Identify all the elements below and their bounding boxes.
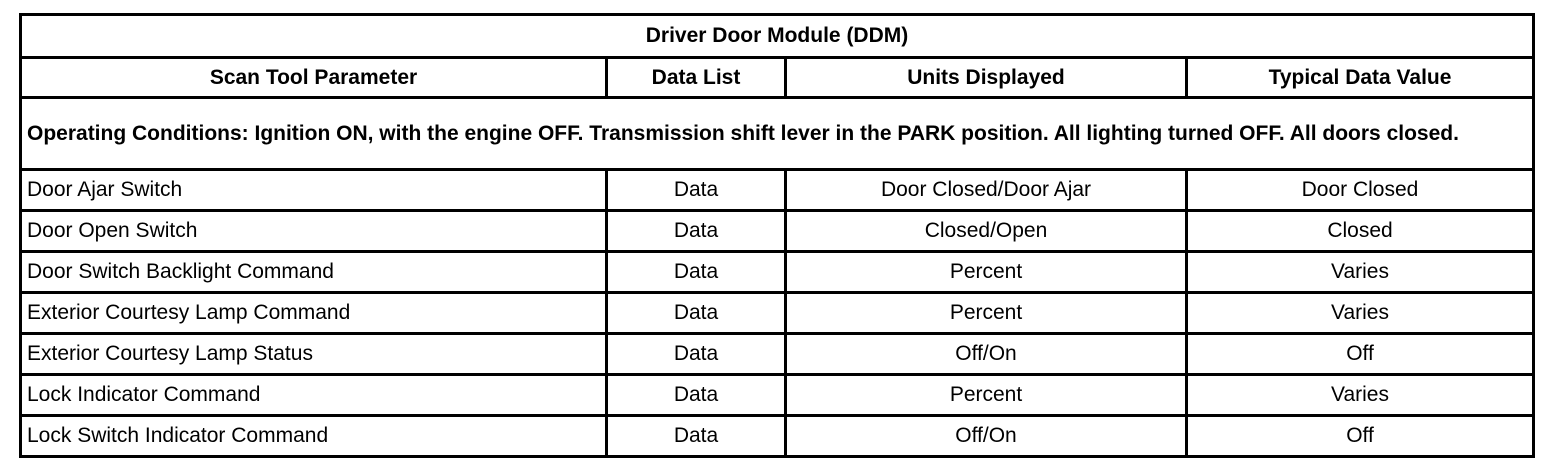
table-row <box>21 211 1534 252</box>
units-cell: Off/On <box>786 416 1187 457</box>
column-header-units: Units Displayed <box>786 58 1187 98</box>
table-header-row <box>21 58 1534 98</box>
operating-conditions-row <box>21 98 1534 170</box>
parameter-cell: Exterior Courtesy Lamp Status <box>21 334 607 375</box>
data-list-cell: Data <box>607 170 786 211</box>
table-title-row <box>21 15 1534 58</box>
typical-value-cell: Off <box>1187 334 1534 375</box>
typical-value-cell: Varies <box>1187 293 1534 334</box>
typical-value-cell: Door Closed <box>1187 170 1534 211</box>
data-list-cell: Data <box>607 416 786 457</box>
typical-value-cell: Varies <box>1187 252 1534 293</box>
units-cell: Door Closed/Door Ajar <box>786 170 1187 211</box>
units-cell: Closed/Open <box>786 211 1187 252</box>
typical-value-cell: Varies <box>1187 375 1534 416</box>
table-row <box>21 293 1534 334</box>
parameter-cell: Door Switch Backlight Command <box>21 252 607 293</box>
units-cell: Off/On <box>786 334 1187 375</box>
units-cell: Percent <box>786 252 1187 293</box>
parameter-cell: Door Ajar Switch <box>21 170 607 211</box>
table-row <box>21 416 1534 457</box>
operating-conditions: Operating Conditions: Ignition ON, with the engine OFF. Transmission shift lever in the PARK position. All lighting turned OFF. All doors closed. <box>21 98 1534 170</box>
table-row <box>21 334 1534 375</box>
table-row <box>21 170 1534 211</box>
typical-value-cell: Closed <box>1187 211 1534 252</box>
table-row <box>21 375 1534 416</box>
data-list-cell: Data <box>607 293 786 334</box>
units-cell: Percent <box>786 375 1187 416</box>
ddm-data-table <box>19 13 1535 458</box>
column-header-data-list: Data List <box>607 58 786 98</box>
data-list-cell: Data <box>607 252 786 293</box>
typical-value-cell: Off <box>1187 416 1534 457</box>
table-row <box>21 252 1534 293</box>
data-list-cell: Data <box>607 334 786 375</box>
parameter-cell: Lock Switch Indicator Command <box>21 416 607 457</box>
units-cell: Percent <box>786 293 1187 334</box>
parameter-cell: Door Open Switch <box>21 211 607 252</box>
column-header-typical-value: Typical Data Value <box>1187 58 1534 98</box>
parameter-cell: Lock Indicator Command <box>21 375 607 416</box>
data-list-cell: Data <box>607 375 786 416</box>
parameter-cell: Exterior Courtesy Lamp Command <box>21 293 607 334</box>
table-title: Driver Door Module (DDM) <box>21 15 1534 58</box>
data-list-cell: Data <box>607 211 786 252</box>
column-header-parameter: Scan Tool Parameter <box>21 58 607 98</box>
